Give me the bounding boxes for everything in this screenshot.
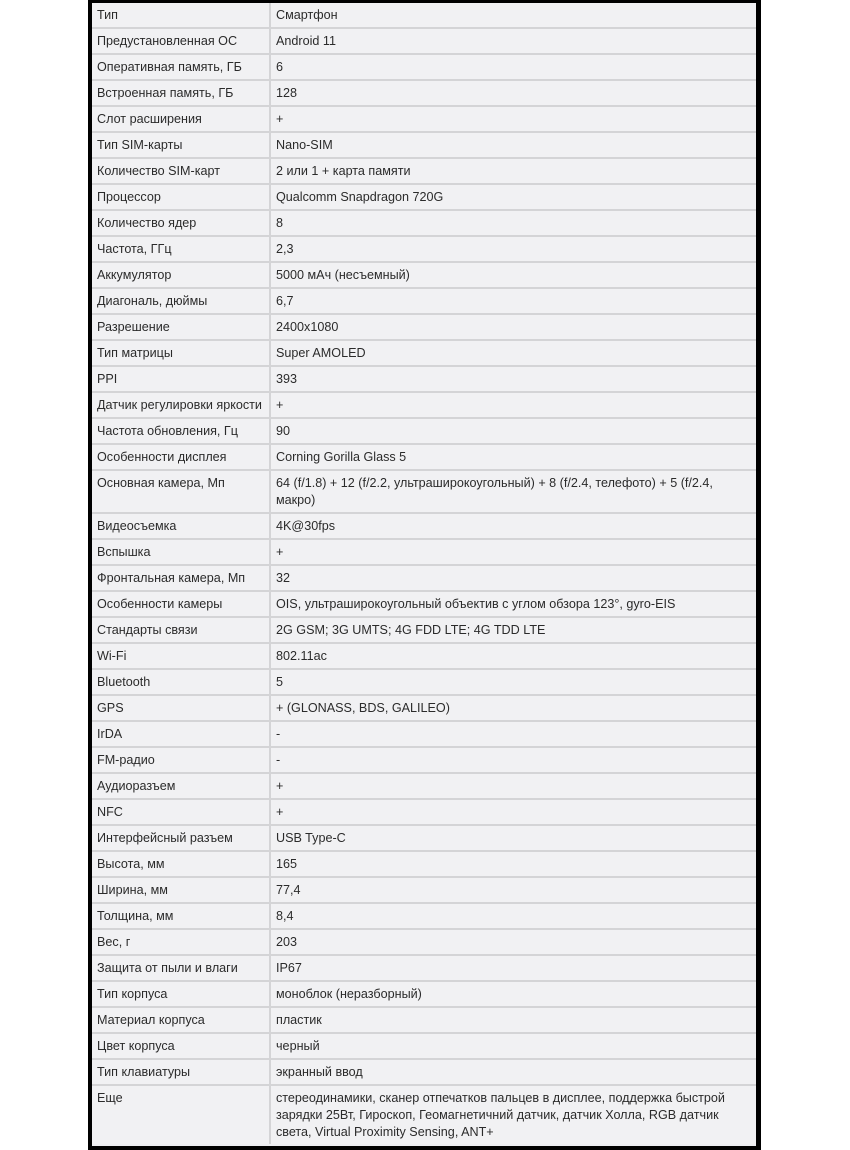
spec-value-cell: +	[270, 773, 756, 799]
spec-name-cell: Количество SIM-карт	[92, 158, 270, 184]
spec-name-cell: Диагональ, дюймы	[92, 288, 270, 314]
spec-value-cell: Android 11	[270, 28, 756, 54]
spec-value-cell: экранный ввод	[270, 1059, 756, 1085]
spec-value-cell: 2,3	[270, 236, 756, 262]
table-row	[92, 236, 756, 262]
table-row	[92, 643, 756, 669]
spec-name-cell: Предустановленная ОС	[92, 28, 270, 54]
table-row	[92, 1007, 756, 1033]
spec-name-cell: Высота, мм	[92, 851, 270, 877]
spec-value-cell: 32	[270, 565, 756, 591]
table-row	[92, 617, 756, 643]
spec-value-cell: 64 (f/1.8) + 12 (f/2.2, ультраширокоугольный) + 8 (f/2.4, телефото) + 5 (f/2.4, макро)	[270, 470, 756, 513]
table-row	[92, 955, 756, 981]
spec-name-cell: NFC	[92, 799, 270, 825]
spec-value-cell: 8,4	[270, 903, 756, 929]
spec-name-cell: Особенности дисплея	[92, 444, 270, 470]
spec-value-cell: +	[270, 392, 756, 418]
spec-name-cell: IrDA	[92, 721, 270, 747]
table-row	[92, 1033, 756, 1059]
spec-name-cell: Тип корпуса	[92, 981, 270, 1007]
table-row	[92, 106, 756, 132]
table-row	[92, 669, 756, 695]
spec-name-cell: Вспышка	[92, 539, 270, 565]
spec-name-cell: FM-радио	[92, 747, 270, 773]
table-row	[92, 981, 756, 1007]
spec-name-cell: Тип SIM-карты	[92, 132, 270, 158]
table-row	[92, 54, 756, 80]
table-row	[92, 747, 756, 773]
spec-value-cell: OIS, ультраширокоугольный объектив с углом обзора 123°, gyro-EIS	[270, 591, 756, 617]
table-row	[92, 132, 756, 158]
spec-value-cell: 6,7	[270, 288, 756, 314]
spec-name-cell: Частота обновления, Гц	[92, 418, 270, 444]
spec-value-cell: 6	[270, 54, 756, 80]
table-row	[92, 565, 756, 591]
spec-name-cell: Особенности камеры	[92, 591, 270, 617]
spec-value-cell: моноблок (неразборный)	[270, 981, 756, 1007]
spec-value-cell: Corning Gorilla Glass 5	[270, 444, 756, 470]
spec-name-cell: Толщина, мм	[92, 903, 270, 929]
table-row	[92, 80, 756, 106]
specs-table-body	[92, 3, 756, 1144]
table-row	[92, 184, 756, 210]
table-row	[92, 418, 756, 444]
spec-value-cell: Смартфон	[270, 3, 756, 28]
spec-value-cell: 90	[270, 418, 756, 444]
spec-value-cell: 802.11ac	[270, 643, 756, 669]
spec-value-cell: 8	[270, 210, 756, 236]
table-row	[92, 28, 756, 54]
table-row	[92, 929, 756, 955]
spec-value-cell: 393	[270, 366, 756, 392]
spec-value-cell: 128	[270, 80, 756, 106]
spec-name-cell: Датчик регулировки яркости	[92, 392, 270, 418]
spec-value-cell: 2 или 1 + карта памяти	[270, 158, 756, 184]
spec-value-cell: 203	[270, 929, 756, 955]
spec-name-cell: Вес, г	[92, 929, 270, 955]
table-row	[92, 366, 756, 392]
spec-name-cell: Основная камера, Мп	[92, 470, 270, 513]
table-row	[92, 851, 756, 877]
spec-name-cell: Ширина, мм	[92, 877, 270, 903]
spec-name-cell: Еще	[92, 1085, 270, 1144]
spec-name-cell: GPS	[92, 695, 270, 721]
table-row	[92, 340, 756, 366]
spec-value-cell: +	[270, 799, 756, 825]
table-row	[92, 314, 756, 340]
spec-name-cell: Аккумулятор	[92, 262, 270, 288]
table-row	[92, 3, 756, 28]
spec-value-cell: Qualcomm Snapdragon 720G	[270, 184, 756, 210]
table-row	[92, 903, 756, 929]
specs-table	[92, 3, 756, 1144]
spec-value-cell: 2G GSM; 3G UMTS; 4G FDD LTE; 4G TDD LTE	[270, 617, 756, 643]
spec-name-cell: Слот расширения	[92, 106, 270, 132]
spec-name-cell: PPI	[92, 366, 270, 392]
table-row	[92, 210, 756, 236]
table-row	[92, 825, 756, 851]
spec-name-cell: Встроенная память, ГБ	[92, 80, 270, 106]
table-row	[92, 392, 756, 418]
spec-name-cell: Количество ядер	[92, 210, 270, 236]
spec-name-cell: Bluetooth	[92, 669, 270, 695]
table-row	[92, 288, 756, 314]
table-row	[92, 721, 756, 747]
spec-name-cell: Стандарты связи	[92, 617, 270, 643]
table-row	[92, 695, 756, 721]
table-row	[92, 1059, 756, 1085]
spec-value-cell: + (GLONASS, BDS, GALILEO)	[270, 695, 756, 721]
spec-name-cell: Тип матрицы	[92, 340, 270, 366]
table-row	[92, 773, 756, 799]
table-row	[92, 1085, 756, 1144]
spec-value-cell: USB Type-C	[270, 825, 756, 851]
spec-value-cell: Super AMOLED	[270, 340, 756, 366]
table-row	[92, 591, 756, 617]
spec-value-cell: IP67	[270, 955, 756, 981]
table-row	[92, 444, 756, 470]
table-row	[92, 470, 756, 513]
spec-name-cell: Интерфейсный разъем	[92, 825, 270, 851]
spec-value-cell: Nano-SIM	[270, 132, 756, 158]
spec-value-cell: 5000 мАч (несъемный)	[270, 262, 756, 288]
spec-value-cell: +	[270, 539, 756, 565]
spec-name-cell: Материал корпуса	[92, 1007, 270, 1033]
table-row	[92, 513, 756, 539]
spec-value-cell: 5	[270, 669, 756, 695]
spec-value-cell: -	[270, 721, 756, 747]
spec-value-cell: 165	[270, 851, 756, 877]
spec-name-cell: Видеосъемка	[92, 513, 270, 539]
table-row	[92, 539, 756, 565]
specs-table-frame	[88, 0, 761, 1150]
spec-name-cell: Цвет корпуса	[92, 1033, 270, 1059]
table-row	[92, 158, 756, 184]
spec-value-cell: 4K@30fps	[270, 513, 756, 539]
spec-name-cell: Аудиоразъем	[92, 773, 270, 799]
spec-name-cell: Оперативная память, ГБ	[92, 54, 270, 80]
spec-value-cell: пластик	[270, 1007, 756, 1033]
spec-value-cell: черный	[270, 1033, 756, 1059]
spec-name-cell: Тип	[92, 3, 270, 28]
spec-value-cell: +	[270, 106, 756, 132]
spec-value-cell: 2400x1080	[270, 314, 756, 340]
table-row	[92, 262, 756, 288]
spec-name-cell: Процессор	[92, 184, 270, 210]
spec-value-cell: -	[270, 747, 756, 773]
table-row	[92, 877, 756, 903]
spec-value-cell: стереодинамики, сканер отпечатков пальцев в дисплее, поддержка быстрой зарядки 25Вт, Гироскоп, Геомагнетичний датчик, датчик Холла, RGB датчик света, Virtual Proximity Sensing, ANT+	[270, 1085, 756, 1144]
spec-name-cell: Тип клавиатуры	[92, 1059, 270, 1085]
spec-value-cell: 77,4	[270, 877, 756, 903]
spec-name-cell: Wi-Fi	[92, 643, 270, 669]
spec-name-cell: Разрешение	[92, 314, 270, 340]
table-row	[92, 799, 756, 825]
spec-name-cell: Фронтальная камера, Мп	[92, 565, 270, 591]
spec-name-cell: Защита от пыли и влаги	[92, 955, 270, 981]
spec-name-cell: Частота, ГГц	[92, 236, 270, 262]
